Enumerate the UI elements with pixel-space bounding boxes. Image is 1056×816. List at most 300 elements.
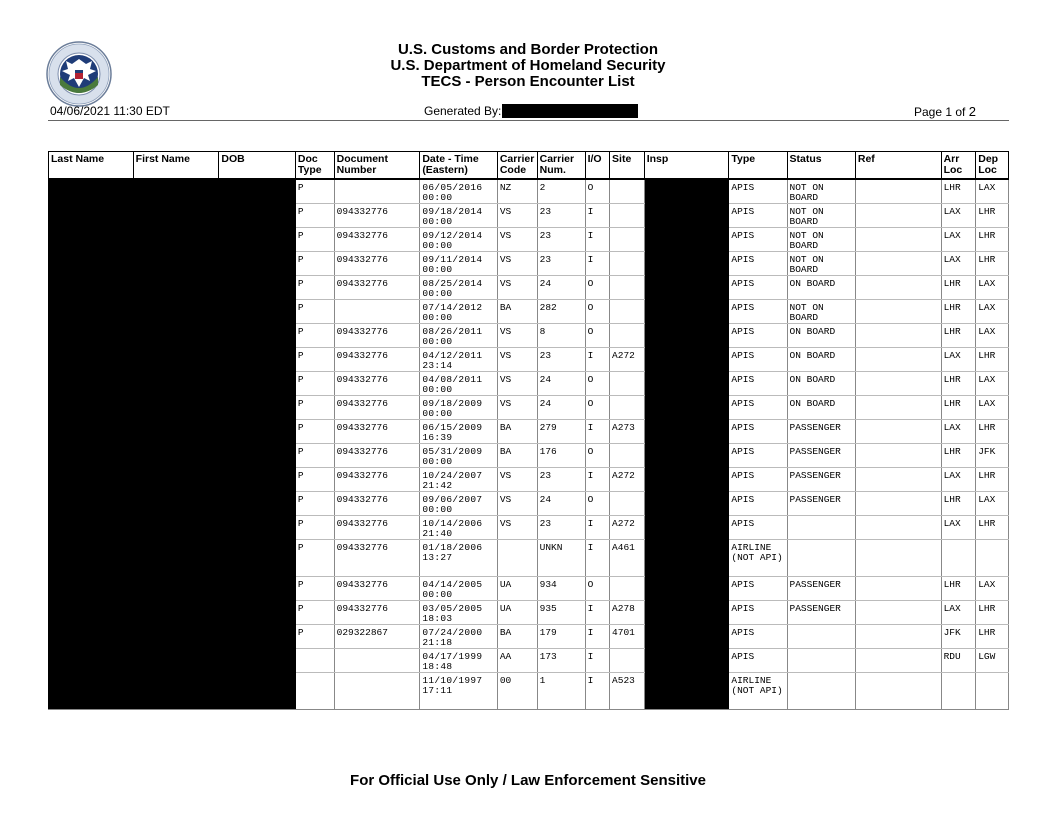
last-name-cell bbox=[49, 300, 134, 324]
doc-number-cell: 094332776 bbox=[334, 540, 420, 577]
last-name-cell bbox=[49, 396, 134, 420]
last-name-cell bbox=[49, 420, 134, 444]
doc-number-cell: 094332776 bbox=[334, 372, 420, 396]
status-cell bbox=[787, 625, 855, 649]
site-cell: A523 bbox=[610, 673, 645, 710]
last-name-cell bbox=[49, 372, 134, 396]
table-row bbox=[49, 492, 1009, 516]
column-header: Date - Time (Eastern) bbox=[420, 152, 498, 180]
dob-cell bbox=[219, 468, 296, 492]
site-cell bbox=[610, 324, 645, 348]
site-cell bbox=[610, 204, 645, 228]
site-cell bbox=[610, 396, 645, 420]
carrier-num-cell: 2 bbox=[537, 179, 585, 204]
arr-loc-cell: LAX bbox=[941, 516, 976, 540]
ref-cell bbox=[855, 577, 941, 601]
last-name-cell bbox=[49, 468, 134, 492]
table-row bbox=[49, 540, 1009, 577]
dob-cell bbox=[219, 540, 296, 577]
type-cell: APIS bbox=[729, 252, 787, 276]
doc-type-cell: P bbox=[295, 228, 334, 252]
type-cell: APIS bbox=[729, 372, 787, 396]
site-cell bbox=[610, 444, 645, 468]
io-cell: I bbox=[585, 516, 609, 540]
site-cell bbox=[610, 649, 645, 673]
arr-loc-cell: LHR bbox=[941, 372, 976, 396]
io-cell: I bbox=[585, 348, 609, 372]
table-row bbox=[49, 649, 1009, 673]
site-cell: A272 bbox=[610, 348, 645, 372]
column-header: Carrier Num. bbox=[537, 152, 585, 180]
arr-loc-cell bbox=[941, 540, 976, 577]
insp-cell bbox=[644, 540, 729, 577]
type-cell: APIS bbox=[729, 601, 787, 625]
doc-type-cell: P bbox=[295, 492, 334, 516]
carrier-num-cell: 935 bbox=[537, 601, 585, 625]
doc-type-cell: P bbox=[295, 625, 334, 649]
last-name-cell bbox=[49, 348, 134, 372]
status-cell: ON BOARD bbox=[787, 372, 855, 396]
table-row bbox=[49, 348, 1009, 372]
datetime-cell: 09/06/2007 00:00 bbox=[420, 492, 498, 516]
table-row bbox=[49, 444, 1009, 468]
dob-cell bbox=[219, 492, 296, 516]
type-cell: APIS bbox=[729, 179, 787, 204]
table-row bbox=[49, 420, 1009, 444]
doc-type-cell: P bbox=[295, 468, 334, 492]
dob-cell bbox=[219, 625, 296, 649]
dob-cell bbox=[219, 179, 296, 204]
doc-number-cell: 094332776 bbox=[334, 420, 420, 444]
arr-loc-cell: LAX bbox=[941, 420, 976, 444]
doc-type-cell: P bbox=[295, 516, 334, 540]
insp-cell bbox=[644, 228, 729, 252]
type-cell: APIS bbox=[729, 348, 787, 372]
io-cell: O bbox=[585, 372, 609, 396]
status-cell bbox=[787, 516, 855, 540]
arr-loc-cell: LHR bbox=[941, 324, 976, 348]
datetime-cell: 06/05/2016 00:00 bbox=[420, 179, 498, 204]
last-name-cell bbox=[49, 444, 134, 468]
carrier-code-cell: BA bbox=[497, 444, 537, 468]
carrier-num-cell: 23 bbox=[537, 516, 585, 540]
ref-cell bbox=[855, 516, 941, 540]
doc-type-cell: P bbox=[295, 444, 334, 468]
last-name-cell bbox=[49, 276, 134, 300]
dep-loc-cell: LAX bbox=[976, 179, 1009, 204]
status-cell: NOT ON BOARD bbox=[787, 300, 855, 324]
datetime-cell: 04/14/2005 00:00 bbox=[420, 577, 498, 601]
column-header: Last Name bbox=[49, 152, 134, 180]
io-cell: I bbox=[585, 252, 609, 276]
dep-loc-cell: LHR bbox=[976, 601, 1009, 625]
arr-loc-cell: LHR bbox=[941, 179, 976, 204]
doc-number-cell bbox=[334, 179, 420, 204]
status-cell bbox=[787, 649, 855, 673]
ref-cell bbox=[855, 468, 941, 492]
dep-loc-cell: LHR bbox=[976, 252, 1009, 276]
ref-cell bbox=[855, 179, 941, 204]
site-cell bbox=[610, 228, 645, 252]
ref-cell bbox=[855, 540, 941, 577]
report-title bbox=[300, 42, 756, 90]
io-cell: I bbox=[585, 420, 609, 444]
io-cell: I bbox=[585, 649, 609, 673]
first-name-cell bbox=[133, 396, 219, 420]
type-cell: APIS bbox=[729, 276, 787, 300]
carrier-code-cell: VS bbox=[497, 228, 537, 252]
carrier-code-cell: VS bbox=[497, 204, 537, 228]
ref-cell bbox=[855, 228, 941, 252]
table-row bbox=[49, 601, 1009, 625]
carrier-code-cell: VS bbox=[497, 396, 537, 420]
carrier-num-cell: 1 bbox=[537, 673, 585, 710]
site-cell: A272 bbox=[610, 516, 645, 540]
datetime-cell: 03/05/2005 18:03 bbox=[420, 601, 498, 625]
site-cell bbox=[610, 492, 645, 516]
site-cell: 4701 bbox=[610, 625, 645, 649]
carrier-num-cell: 23 bbox=[537, 228, 585, 252]
insp-cell bbox=[644, 179, 729, 204]
io-cell: O bbox=[585, 324, 609, 348]
generated-by bbox=[424, 104, 638, 118]
type-cell: APIS bbox=[729, 396, 787, 420]
datetime-cell: 10/14/2006 21:40 bbox=[420, 516, 498, 540]
dep-loc-cell: LHR bbox=[976, 516, 1009, 540]
type-cell: APIS bbox=[729, 468, 787, 492]
carrier-code-cell: VS bbox=[497, 276, 537, 300]
insp-cell bbox=[644, 276, 729, 300]
dep-loc-cell: LAX bbox=[976, 396, 1009, 420]
type-cell: APIS bbox=[729, 625, 787, 649]
doc-number-cell: 094332776 bbox=[334, 577, 420, 601]
ref-cell bbox=[855, 372, 941, 396]
first-name-cell bbox=[133, 420, 219, 444]
doc-type-cell: P bbox=[295, 420, 334, 444]
doc-number-cell: 094332776 bbox=[334, 468, 420, 492]
carrier-num-cell: 23 bbox=[537, 348, 585, 372]
footer-classification: For Official Use Only / Law Enforcement Sensitive bbox=[350, 772, 706, 789]
doc-number-cell: 094332776 bbox=[334, 204, 420, 228]
type-cell: APIS bbox=[729, 649, 787, 673]
table-row bbox=[49, 276, 1009, 300]
insp-cell bbox=[644, 420, 729, 444]
dhs-seal-logo bbox=[46, 41, 112, 107]
site-cell: A272 bbox=[610, 468, 645, 492]
io-cell: O bbox=[585, 444, 609, 468]
dob-cell bbox=[219, 372, 296, 396]
datetime-cell: 08/25/2014 00:00 bbox=[420, 276, 498, 300]
arr-loc-cell: LAX bbox=[941, 348, 976, 372]
first-name-cell bbox=[133, 577, 219, 601]
carrier-code-cell: VS bbox=[497, 372, 537, 396]
doc-type-cell: P bbox=[295, 300, 334, 324]
insp-cell bbox=[644, 300, 729, 324]
status-cell bbox=[787, 540, 855, 577]
last-name-cell bbox=[49, 601, 134, 625]
carrier-num-cell: 23 bbox=[537, 204, 585, 228]
io-cell: O bbox=[585, 179, 609, 204]
arr-loc-cell: LAX bbox=[941, 468, 976, 492]
status-cell bbox=[787, 673, 855, 710]
table-body bbox=[49, 179, 1009, 710]
insp-cell bbox=[644, 348, 729, 372]
doc-type-cell: P bbox=[295, 252, 334, 276]
status-cell: NOT ON BOARD bbox=[787, 179, 855, 204]
doc-type-cell: P bbox=[295, 372, 334, 396]
doc-number-cell: 094332776 bbox=[334, 601, 420, 625]
doc-number-cell bbox=[334, 673, 420, 710]
dep-loc-cell: LHR bbox=[976, 228, 1009, 252]
status-cell: NOT ON BOARD bbox=[787, 228, 855, 252]
title-agency: U.S. Customs and Border Protection bbox=[397, 41, 659, 58]
carrier-code-cell: VS bbox=[497, 324, 537, 348]
carrier-code-cell: VS bbox=[497, 516, 537, 540]
arr-loc-cell: JFK bbox=[941, 625, 976, 649]
carrier-num-cell: 173 bbox=[537, 649, 585, 673]
doc-type-cell bbox=[295, 649, 334, 673]
arr-loc-cell bbox=[941, 673, 976, 710]
redaction-block bbox=[502, 104, 638, 118]
header-rule bbox=[48, 120, 1009, 121]
dep-loc-cell: LAX bbox=[976, 324, 1009, 348]
ref-cell bbox=[855, 396, 941, 420]
carrier-num-cell: 8 bbox=[537, 324, 585, 348]
table-row bbox=[49, 468, 1009, 492]
arr-loc-cell: LAX bbox=[941, 228, 976, 252]
dob-cell bbox=[219, 420, 296, 444]
carrier-num-cell: 24 bbox=[537, 492, 585, 516]
dob-cell bbox=[219, 252, 296, 276]
carrier-code-cell bbox=[497, 540, 537, 577]
doc-number-cell bbox=[334, 649, 420, 673]
dep-loc-cell: LAX bbox=[976, 577, 1009, 601]
datetime-cell: 08/26/2011 00:00 bbox=[420, 324, 498, 348]
dep-loc-cell: LAX bbox=[976, 300, 1009, 324]
ref-cell bbox=[855, 492, 941, 516]
doc-number-cell: 094332776 bbox=[334, 516, 420, 540]
last-name-cell bbox=[49, 625, 134, 649]
type-cell: APIS bbox=[729, 420, 787, 444]
column-header: Ref bbox=[855, 152, 941, 180]
doc-type-cell: P bbox=[295, 601, 334, 625]
last-name-cell bbox=[49, 179, 134, 204]
arr-loc-cell: LHR bbox=[941, 577, 976, 601]
type-cell: APIS bbox=[729, 228, 787, 252]
first-name-cell bbox=[133, 300, 219, 324]
doc-type-cell: P bbox=[295, 179, 334, 204]
ref-cell bbox=[855, 300, 941, 324]
ref-cell bbox=[855, 204, 941, 228]
generated-by-label: Generated By: bbox=[424, 104, 502, 118]
carrier-code-cell: VS bbox=[497, 252, 537, 276]
datetime-cell: 05/31/2009 00:00 bbox=[420, 444, 498, 468]
dob-cell bbox=[219, 516, 296, 540]
datetime-cell: 11/10/1997 17:11 bbox=[420, 673, 498, 710]
column-header: DOB bbox=[219, 152, 296, 180]
table-row bbox=[49, 396, 1009, 420]
first-name-cell bbox=[133, 324, 219, 348]
insp-cell bbox=[644, 468, 729, 492]
io-cell: I bbox=[585, 601, 609, 625]
site-cell bbox=[610, 372, 645, 396]
datetime-cell: 09/12/2014 00:00 bbox=[420, 228, 498, 252]
dob-cell bbox=[219, 601, 296, 625]
io-cell: I bbox=[585, 625, 609, 649]
doc-type-cell: P bbox=[295, 324, 334, 348]
arr-loc-cell: LHR bbox=[941, 444, 976, 468]
first-name-cell bbox=[133, 649, 219, 673]
doc-number-cell: 094332776 bbox=[334, 252, 420, 276]
table-header-row bbox=[49, 152, 1009, 180]
carrier-code-cell: 00 bbox=[497, 673, 537, 710]
status-cell: PASSENGER bbox=[787, 577, 855, 601]
datetime-cell: 01/18/2006 13:27 bbox=[420, 540, 498, 577]
dob-cell bbox=[219, 444, 296, 468]
column-header: Carrier Code bbox=[497, 152, 537, 180]
first-name-cell bbox=[133, 673, 219, 710]
dep-loc-cell bbox=[976, 540, 1009, 577]
insp-cell bbox=[644, 673, 729, 710]
status-cell: PASSENGER bbox=[787, 492, 855, 516]
carrier-num-cell: 179 bbox=[537, 625, 585, 649]
dob-cell bbox=[219, 204, 296, 228]
carrier-num-cell: 23 bbox=[537, 468, 585, 492]
carrier-num-cell: 24 bbox=[537, 372, 585, 396]
column-header: Status bbox=[787, 152, 855, 180]
status-cell: ON BOARD bbox=[787, 324, 855, 348]
ref-cell bbox=[855, 601, 941, 625]
first-name-cell bbox=[133, 492, 219, 516]
doc-number-cell bbox=[334, 300, 420, 324]
table-row bbox=[49, 673, 1009, 710]
type-cell: APIS bbox=[729, 516, 787, 540]
first-name-cell bbox=[133, 516, 219, 540]
dob-cell bbox=[219, 649, 296, 673]
datetime-cell: 06/15/2009 16:39 bbox=[420, 420, 498, 444]
table-row bbox=[49, 179, 1009, 204]
page-indicator bbox=[914, 104, 976, 119]
last-name-cell bbox=[49, 577, 134, 601]
io-cell: I bbox=[585, 228, 609, 252]
io-cell: O bbox=[585, 396, 609, 420]
column-header: Arr Loc bbox=[941, 152, 976, 180]
io-cell: I bbox=[585, 468, 609, 492]
dob-cell bbox=[219, 300, 296, 324]
dep-loc-cell: LAX bbox=[976, 372, 1009, 396]
arr-loc-cell: LAX bbox=[941, 601, 976, 625]
doc-number-cell: 094332776 bbox=[334, 276, 420, 300]
first-name-cell bbox=[133, 540, 219, 577]
insp-cell bbox=[644, 516, 729, 540]
insp-cell bbox=[644, 324, 729, 348]
carrier-num-cell: 23 bbox=[537, 252, 585, 276]
doc-number-cell: 094332776 bbox=[334, 348, 420, 372]
insp-cell bbox=[644, 372, 729, 396]
carrier-num-cell: UNKN bbox=[537, 540, 585, 577]
site-cell: A273 bbox=[610, 420, 645, 444]
dep-loc-cell: LAX bbox=[976, 492, 1009, 516]
arr-loc-cell: LHR bbox=[941, 396, 976, 420]
insp-cell bbox=[644, 252, 729, 276]
last-name-cell bbox=[49, 252, 134, 276]
type-cell: AIRLINE (NOT API) bbox=[729, 673, 787, 710]
dob-cell bbox=[219, 396, 296, 420]
insp-cell bbox=[644, 444, 729, 468]
type-cell: APIS bbox=[729, 300, 787, 324]
report-datetime: 04/06/2021 11:30 EDT bbox=[50, 104, 170, 118]
io-cell: O bbox=[585, 577, 609, 601]
dob-cell bbox=[219, 673, 296, 710]
arr-loc-cell: LHR bbox=[941, 276, 976, 300]
carrier-code-cell: UA bbox=[497, 601, 537, 625]
column-header: Insp bbox=[644, 152, 729, 180]
ref-cell bbox=[855, 673, 941, 710]
arr-loc-cell: LAX bbox=[941, 252, 976, 276]
doc-type-cell: P bbox=[295, 276, 334, 300]
ref-cell bbox=[855, 276, 941, 300]
ref-cell bbox=[855, 649, 941, 673]
doc-number-cell: 094332776 bbox=[334, 492, 420, 516]
carrier-code-cell: BA bbox=[497, 420, 537, 444]
column-header: First Name bbox=[133, 152, 219, 180]
first-name-cell bbox=[133, 444, 219, 468]
column-header: Dep Loc bbox=[976, 152, 1009, 180]
type-cell: APIS bbox=[729, 492, 787, 516]
table-row bbox=[49, 372, 1009, 396]
dep-loc-cell: LHR bbox=[976, 468, 1009, 492]
arr-loc-cell: LAX bbox=[941, 204, 976, 228]
ref-cell bbox=[855, 420, 941, 444]
page-total: 2 bbox=[968, 104, 976, 119]
table-row bbox=[49, 577, 1009, 601]
type-cell: APIS bbox=[729, 324, 787, 348]
site-cell bbox=[610, 577, 645, 601]
carrier-code-cell: BA bbox=[497, 625, 537, 649]
table-row bbox=[49, 228, 1009, 252]
io-cell: O bbox=[585, 276, 609, 300]
site-cell bbox=[610, 276, 645, 300]
last-name-cell bbox=[49, 540, 134, 577]
carrier-num-cell: 24 bbox=[537, 276, 585, 300]
last-name-cell bbox=[49, 516, 134, 540]
doc-number-cell: 094332776 bbox=[334, 396, 420, 420]
carrier-num-cell: 279 bbox=[537, 420, 585, 444]
io-cell: I bbox=[585, 204, 609, 228]
status-cell: ON BOARD bbox=[787, 276, 855, 300]
doc-number-cell: 094332776 bbox=[334, 444, 420, 468]
doc-type-cell: P bbox=[295, 396, 334, 420]
io-cell: O bbox=[585, 300, 609, 324]
insp-cell bbox=[644, 601, 729, 625]
status-cell: PASSENGER bbox=[787, 444, 855, 468]
carrier-num-cell: 934 bbox=[537, 577, 585, 601]
carrier-code-cell: VS bbox=[497, 348, 537, 372]
table-row bbox=[49, 204, 1009, 228]
first-name-cell bbox=[133, 252, 219, 276]
column-header: Site bbox=[610, 152, 645, 180]
first-name-cell bbox=[133, 204, 219, 228]
carrier-num-cell: 282 bbox=[537, 300, 585, 324]
doc-type-cell: P bbox=[295, 577, 334, 601]
carrier-code-cell: BA bbox=[497, 300, 537, 324]
io-cell: O bbox=[585, 492, 609, 516]
table-row bbox=[49, 516, 1009, 540]
first-name-cell bbox=[133, 179, 219, 204]
dep-loc-cell bbox=[976, 673, 1009, 710]
last-name-cell bbox=[49, 673, 134, 710]
ref-cell bbox=[855, 348, 941, 372]
